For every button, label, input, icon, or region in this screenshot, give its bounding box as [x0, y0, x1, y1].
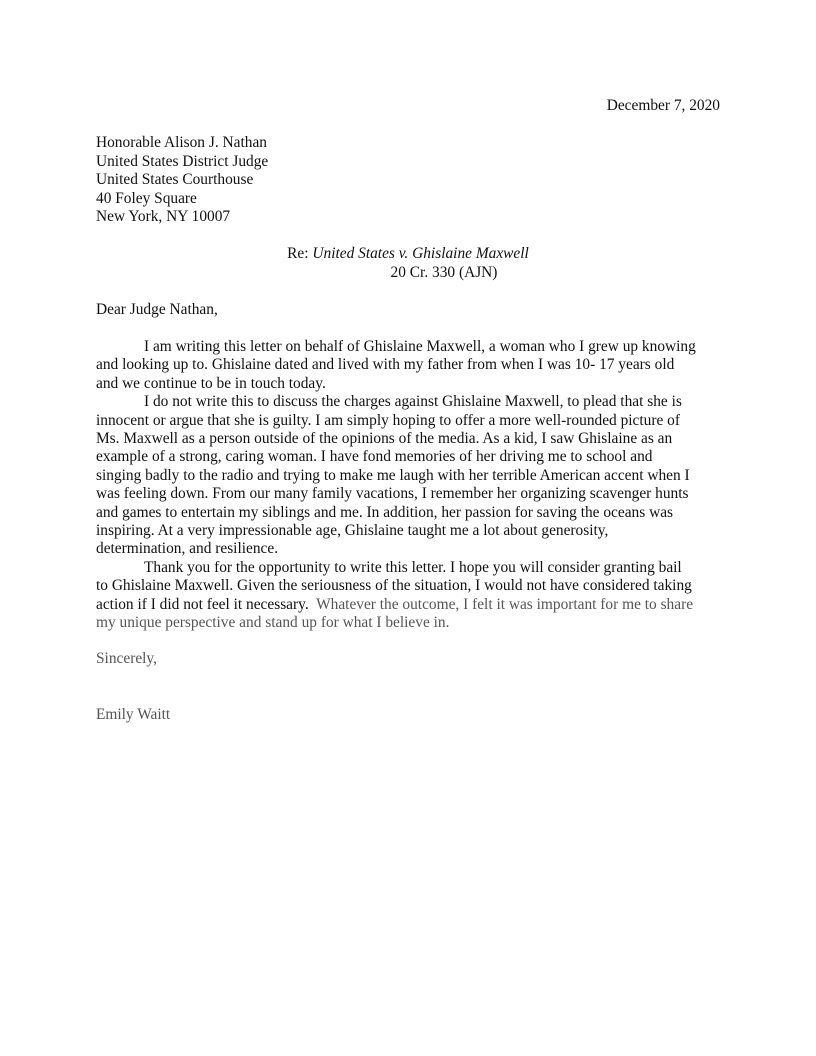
paragraph-line: Thank you for the opportunity to write this letter. I hope you will consider granting bail [144, 558, 682, 576]
paragraph-line: and we continue to be in touch today. [96, 374, 326, 392]
recipient-court: United States Courthouse [96, 171, 254, 188]
recipient-name: Honorable Alison J. Nathan [96, 134, 267, 151]
paragraph-line: inspiring. At a very impressionable age, Ghislaine taught me a lot about generosity, [96, 522, 609, 540]
re-case-name: United States v. Ghislaine Maxwell [312, 245, 529, 262]
paragraph-line: singing badly to the radio and trying to make me laugh with her terrible American accent when I [96, 466, 690, 484]
paragraph-line: I am writing this letter on behalf of Ghislaine Maxwell, a woman who I grew up knowing [144, 338, 696, 355]
recipient-address [96, 134, 268, 227]
paragraph-1 [96, 338, 720, 393]
paragraph-line: and looking up to. Ghislaine dated and lived with my father from when I was 10- 17 years old [96, 356, 675, 374]
paragraph-3 [96, 559, 720, 633]
paragraph-line: example of a strong, caring woman. I have fond memories of her driving me to school and [96, 448, 653, 466]
re-prefix: Re: [287, 245, 309, 262]
re-case-line [96, 245, 720, 264]
paragraph-line: was feeling down. From our many family vacations, I remember her organizing scavenger hunts [96, 485, 689, 503]
recipient-street: 40 Foley Square [96, 189, 197, 207]
paragraph-line [96, 596, 720, 614]
closing: Sincerely, [96, 650, 157, 667]
paragraph-line: Ms. Maxwell as a person outside of the opinions of the media. As a kid, I saw Ghislaine as an [96, 430, 673, 448]
paragraph-line: my unique perspective and stand up for what I believe in. [96, 614, 450, 632]
paragraph-line: and games to entertain my siblings and me. In addition, her passion for saving the oceans was [96, 503, 674, 521]
salutation: Dear Judge Nathan, [96, 301, 218, 318]
paragraph-line: I do not write this to discuss the charges against Ghislaine Maxwell, to plead that she is [144, 393, 682, 411]
paragraph-2 [96, 393, 720, 559]
re-block [96, 245, 720, 282]
paragraph-line: to Ghislaine Maxwell. Given the seriousness of the situation, I would not have considered taking [96, 577, 692, 595]
paragraph-line: determination, and resilience. [96, 540, 279, 558]
recipient-title: United States District Judge [96, 152, 269, 170]
letter-date: December 7, 2020 [606, 97, 720, 114]
paragraph-line-gray-part: Whatever the outcome, I felt it was important for me to share [316, 595, 694, 613]
recipient-city: New York, NY 10007 [96, 208, 231, 225]
letter-body [96, 338, 720, 633]
re-docket: 20 Cr. 330 (AJN) [390, 263, 498, 281]
paragraph-line-black-part: action if I did not feel it necessary. [96, 595, 317, 613]
signature-name: Emily Waitt [96, 706, 171, 723]
paragraph-line: innocent or argue that she is guilty. I am simply hoping to offer a more well-rounded picture of [96, 411, 680, 429]
